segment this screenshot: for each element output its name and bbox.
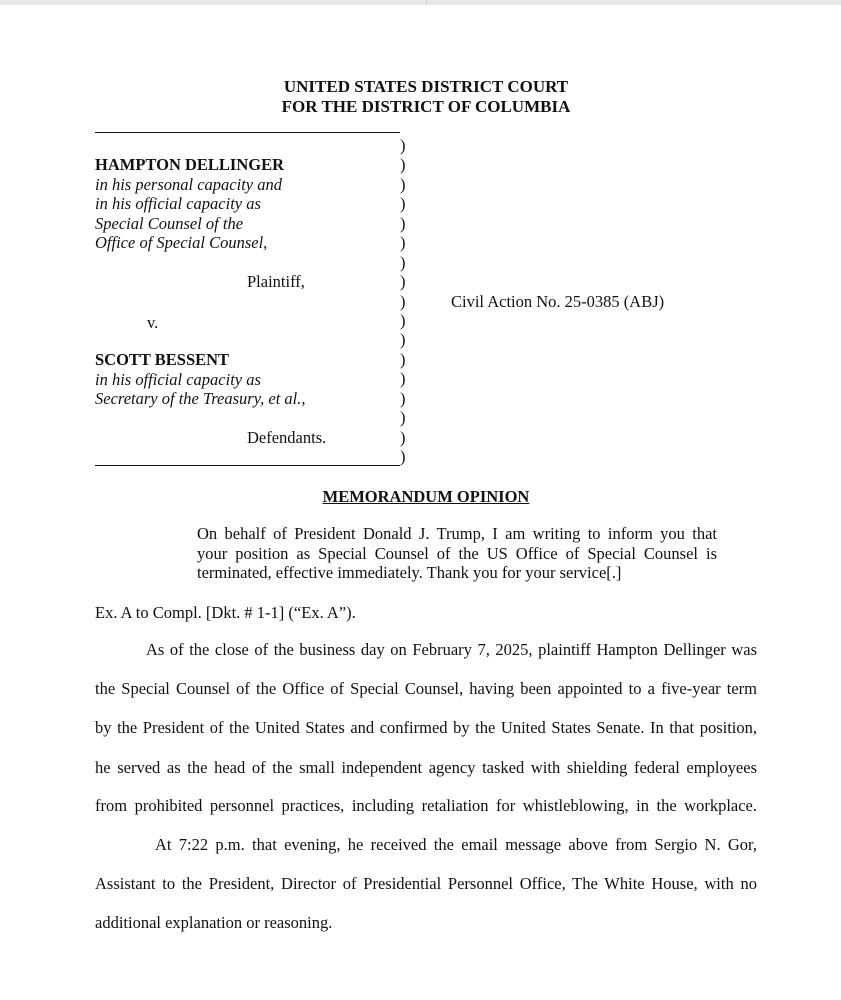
paren: ) (400, 427, 406, 447)
plaintiff-capacity-line: Special Counsel of the (95, 214, 244, 233)
paren: ) (400, 408, 406, 428)
paragraph-1-line: the Special Counsel of the Office of Special Counsel, having been appointed to a five-year term (95, 679, 757, 698)
quote-line: terminated, effective immediately. Thank you for your service[.] (197, 563, 622, 582)
paragraph-1-line: by the President of the United States and confirmed by the United States Senate. In that position, (95, 718, 757, 737)
paren: ) (400, 213, 406, 233)
paren: ) (400, 233, 406, 253)
defendant-capacity-line (95, 389, 306, 409)
quote-line: your position as Special Counsel of the US Office of Special Counsel is (197, 543, 717, 563)
caption-paren-column (400, 136, 406, 466)
paren: ) (400, 330, 406, 350)
paren: ) (400, 291, 406, 311)
block-quote (197, 524, 717, 583)
plaintiff-capacity-line: in his official capacity as (95, 194, 261, 213)
et-al: et al. (268, 389, 302, 408)
case-number: Civil Action No. 25-0385 (ABJ) (451, 292, 665, 311)
paren: ) (400, 155, 406, 175)
paren: ) (400, 174, 406, 194)
paragraph-1-line: he served as the head of the small independent agency tasked with shielding federal employees (95, 758, 757, 777)
defendant-role: Defendants. (247, 428, 327, 447)
defendant-name: SCOTT BESSENT (95, 350, 230, 369)
paren: ) (400, 272, 406, 292)
paren: ) (400, 252, 406, 272)
defendant-comma: , (301, 389, 306, 408)
paren: ) (400, 388, 406, 408)
exhibit-citation: Ex. A to Compl. [Dkt. # 1-1] (“Ex. A”). (95, 603, 356, 622)
paren: ) (400, 194, 406, 214)
paragraph-2-line: Assistant to the President, Director of Presidential Personnel Office, The White House, with no (95, 874, 757, 893)
caption-top-rule (95, 132, 400, 133)
defendant-title: Secretary of the Treasury, (95, 389, 269, 408)
paren: ) (400, 349, 406, 369)
paren: ) (400, 310, 406, 330)
plaintiff-name: HAMPTON DELLINGER (95, 155, 285, 174)
paren: ) (400, 369, 406, 389)
court-name-line-1: UNITED STATES DISTRICT COURT (283, 77, 569, 96)
caption-bottom-rule (95, 465, 400, 466)
court-name-line-2: FOR THE DISTRICT OF COLUMBIA (281, 97, 571, 116)
paragraph-1-line: from prohibited personnel practices, including retaliation for whistleblowing, in the workplace. (95, 796, 757, 815)
plaintiff-capacity-line: in his personal capacity and (95, 175, 282, 194)
strip-divider (426, 0, 427, 5)
plaintiff-capacity-line: Office of Special Counsel, (95, 233, 268, 252)
plaintiff-role: Plaintiff, (247, 272, 305, 291)
versus: v. (147, 313, 159, 332)
paren: ) (400, 447, 406, 466)
paragraph-1-line: As of the close of the business day on February 7, 2025, plaintiff Hampton Dellinger was (146, 640, 757, 659)
memorandum-heading: MEMORANDUM OPINION (322, 487, 530, 506)
defendant-capacity-line: in his official capacity as (95, 370, 261, 389)
window-top-strip (0, 0, 841, 5)
paragraph-2-line: At 7:22 p.m. that evening, he received the email message above from Sergio N. Gor, (155, 835, 757, 854)
paragraph-2-line: additional explanation or reasoning. (95, 913, 333, 932)
quote-line: On behalf of President Donald J. Trump, I am writing to inform you that (197, 524, 717, 543)
paren: ) (400, 136, 406, 155)
